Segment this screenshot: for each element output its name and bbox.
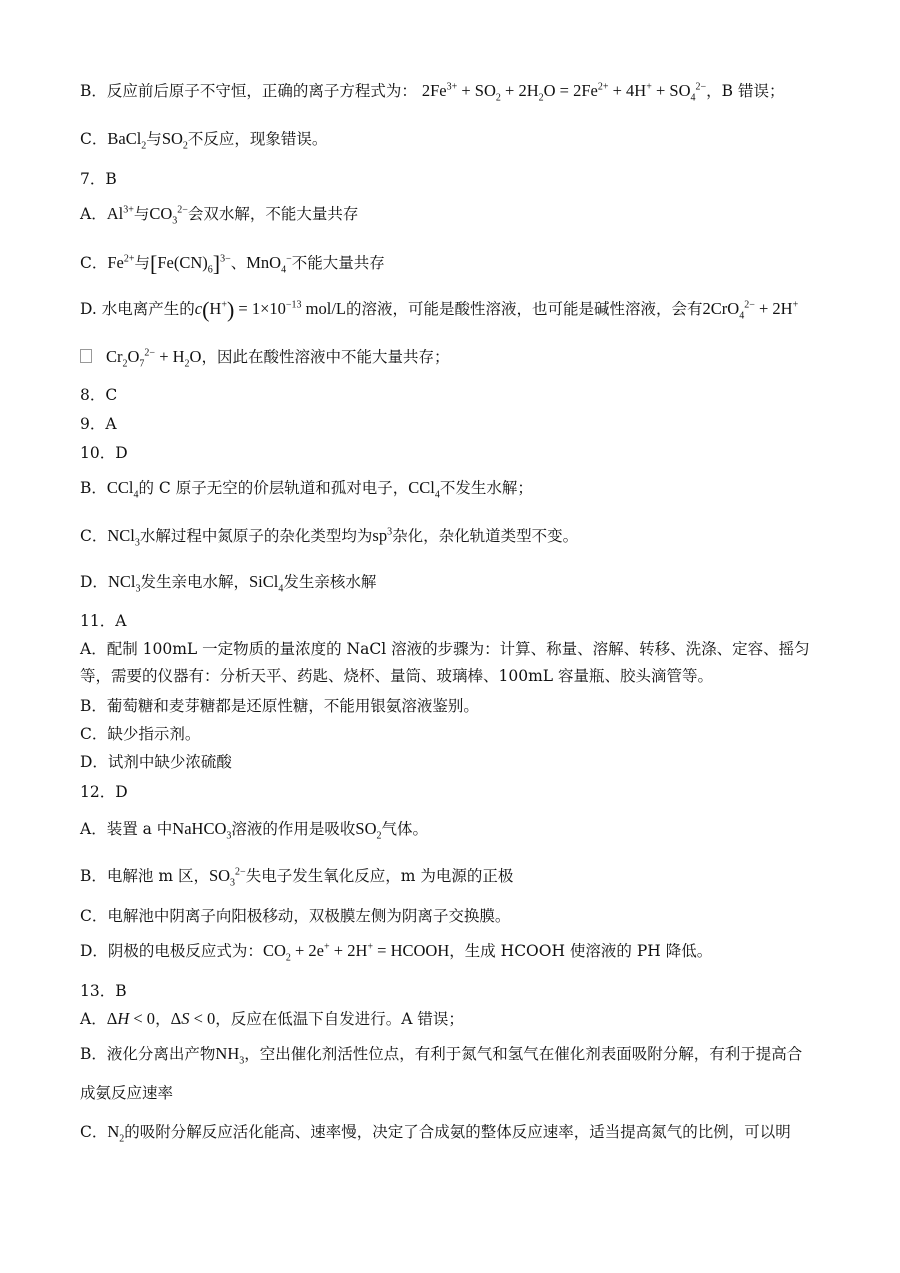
line-6c: C．BaCl$_2$与$SO_2$不反应，现象错误。 xyxy=(80,129,328,152)
line-11a: A．配制 100mL 一定物质的量浓度的 NaCl 溶液的步骤为：计算、称量、溶解、转移、洗涤、定容、摇匀等，需要的仪器有：分析天平、药匙、烧杯、量筒、玻璃棒、100mL 容量瓶、胶头滴管等。 xyxy=(80,640,810,685)
line-12d: D．阴极的电极反应式为：$CO_2 + 2e^+ + 2H^+$ = HCOOH，生成 HCOOH 使溶液的 PH 降低。 xyxy=(80,941,713,964)
line-13b-cont: 成氨反应速率 xyxy=(80,1084,174,1102)
line-11b: B．葡萄糖和麦芽糖都是还原性糖，不能用银氨溶液鉴别。 xyxy=(80,697,479,715)
line-10d: D．NCl$_3$发生亲电水解，SiCl$_4$发生亲核水解 xyxy=(80,572,377,595)
line-11d: D．试剂中缺少浓硫酸 xyxy=(80,753,232,771)
line-7a: A．$Al^{3+}$与$CO_3^{2-}$会双水解，不能大量共存 xyxy=(80,204,359,227)
answer-11: 11．A xyxy=(80,612,127,630)
line-13b: B．液化分离出产物$NH_3$，空出催化剂活性位点，有利于氮气和氢气在催化剂表面吸附分解，有利于提高合 xyxy=(80,1044,803,1067)
line-6b: B．反应前后原子不守恒，正确的离子方程式为： $2Fe^{3+} + SO_2 + 2H_2O = 2Fe^{2+} + 4H^+ + SO_4^{2-}$，B 错误； xyxy=(80,81,785,104)
line-10b: B．CCl$_4$的 C 原子无空的价层轨道和孤对电子，CCl$_4$不发生水解； xyxy=(80,478,533,501)
answer-12: 12．D xyxy=(80,783,128,801)
line-7d: D. 水电离产生的$c(H^+) = 1\times 10^{-13}$ mol/L的溶液，可能是酸性溶液，也可能是碱性溶液，会有2CrO$_4^{2-}$ + 2H+ xyxy=(80,297,799,322)
equation: $2Fe^{3+} + SO_2 + 2H_2O = 2Fe^{2+} + 4H^+ + SO_4^{2-}$ xyxy=(421,81,707,104)
line-7d-cont: $Cr_2O_7^{2-} + H_2O$，因此在酸性溶液中不能大量共存； xyxy=(80,346,840,368)
line-12b: B．电解池 m 区，$SO_3^{2-}$失电子发生氧化反应，m 为电源的正极 xyxy=(80,866,514,889)
answer-10: 10．D xyxy=(80,444,128,462)
line-12c: C．电解池中阴离子向阳极移动，双极膜左侧为阴离子交换膜。 xyxy=(80,907,511,925)
equilibrium-arrow-icon xyxy=(80,349,92,363)
answer-13: 13．B xyxy=(80,982,127,1000)
answer-7: 7．B xyxy=(80,170,117,188)
line-13c: C．$N_2$的吸附分解反应活化能高、速率慢，决定了合成氨的整体反应速率，适当提高氮气的比例，可以明 xyxy=(80,1122,791,1145)
line-11c: C．缺少指示剂。 xyxy=(80,725,201,743)
answer-8: 8．C xyxy=(80,386,118,404)
line-13a: A．ΔH < 0，ΔS < 0，反应在低温下自发进行。A 错误； xyxy=(80,1009,464,1028)
line-10c: C．NCl$_3$水解过程中氮原子的杂化类型均为$sp^3$杂化，杂化轨道类型不变。 xyxy=(80,526,579,549)
line-12a: A．装置 a 中NaHCO$_3$溶液的作用是吸收$SO_2$气体。 xyxy=(80,819,428,842)
answer-9: 9．A xyxy=(80,415,117,433)
line-7c: C．$Fe^{2+}$与$[Fe(CN)_6]^{3-}$、MnO$_4$−不能大量共存 xyxy=(80,251,385,276)
